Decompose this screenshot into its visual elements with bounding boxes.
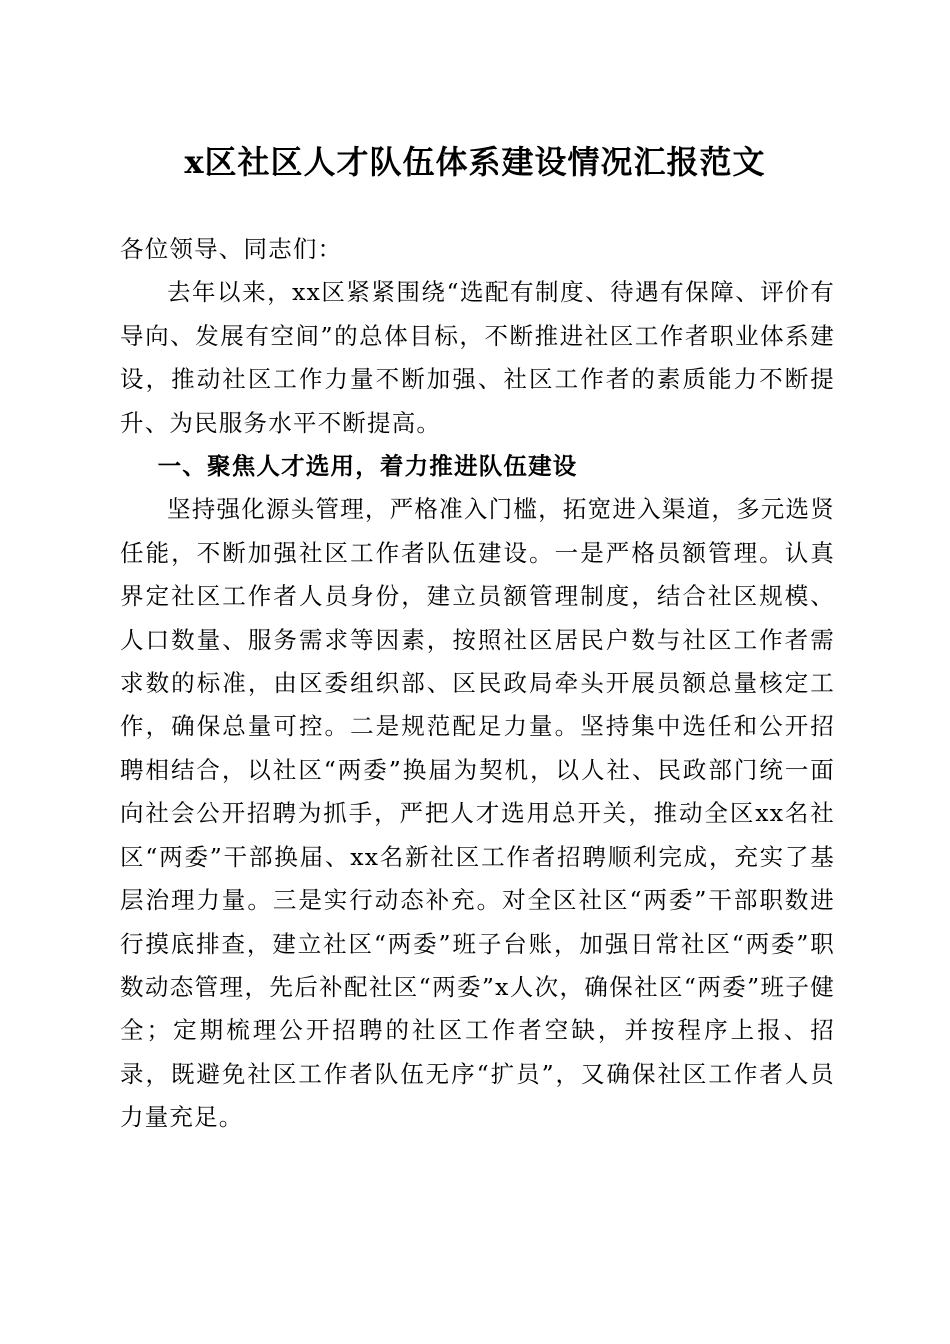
salutation: 各位领导、同志们： bbox=[120, 235, 343, 263]
document-body bbox=[120, 228, 835, 1140]
document-title: x区社区人才队伍体系建设情况汇报范文 bbox=[184, 143, 766, 181]
intro-paragraph: 去年以来，xx区紧紧围绕“选配有制度、待遇有保障、评价有导向、发展有空间”的总体目标，不断推进社区工作者职业体系建设，推动社区工作力量不断加强、社区工作者的素质能力不断提升、为民服务水平不断提高。 bbox=[120, 278, 835, 437]
section-paragraph: 坚持强化源头管理，严格准入门槛，拓宽进入渠道，多元选贤任能，不断加强社区工作者队伍建设。一是严格员额管理。认真界定社区工作者人员身份，建立员额管理制度，结合社区规模、人口数量、服务需求等因素，按照社区居民户数与社区工作者需求数的标准，由区委组织部、区民政局牵头开展员额总量核定工作，确保总量可控。二是规范配足力量。坚持集中选任和公开招聘相结合，以社区“两委”换届为契机，以人社、民政部门统一面向社会公开招聘为抓手，严把人才选用总开关，推动全区xx名社区“两委”干部换届、xx名新社区工作者招聘顺利完成，充实了基层治理力量。三是实行动态补充。对全区社区“两委”干部职数进行摸底排查，建立社区“两委”班子台账，加强日常社区“两委”职数动态管理，先后补配社区“两委”x人次，确保社区“两委”班子健全；定期梳理公开招聘的社区工作者空缺，并按程序上报、招录，既避免社区工作者队伍无序“扩员”，又确保社区工作者人员力量充足。 bbox=[120, 495, 835, 1132]
section-heading: 一、聚焦人才选用，着力推进队伍建设 bbox=[157, 452, 578, 481]
